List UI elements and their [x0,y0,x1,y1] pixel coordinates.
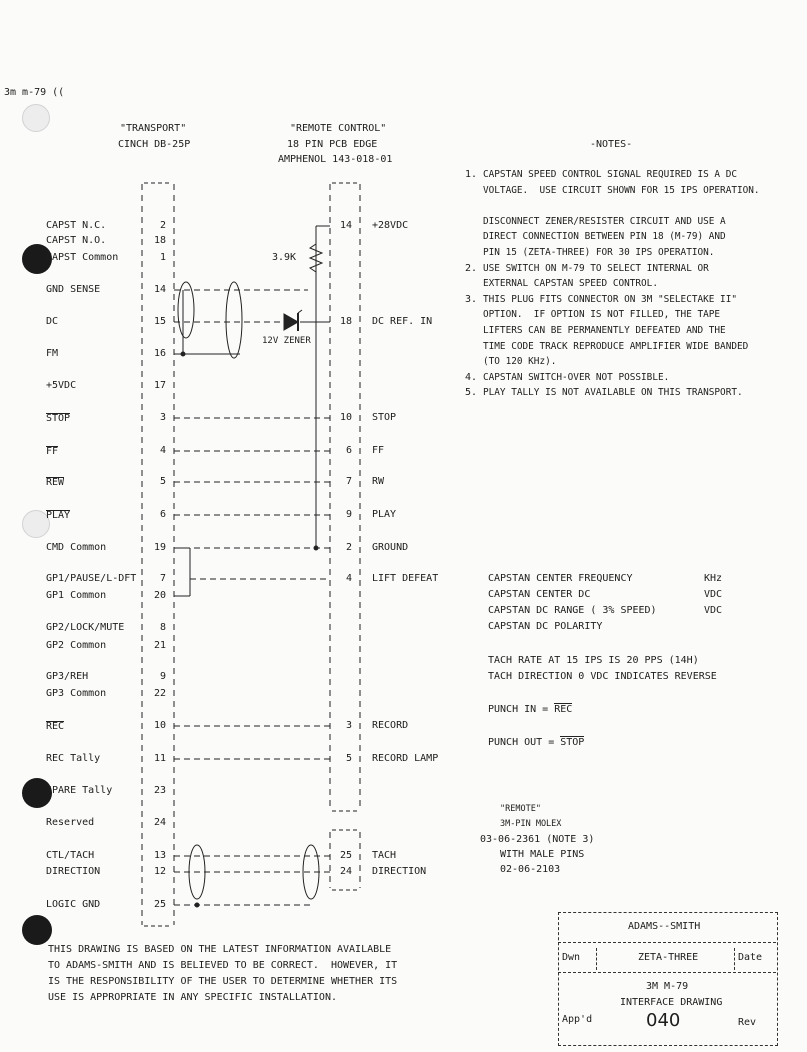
note-line: DISCONNECT ZENER/RESISTER CIRCUIT AND USE A [483,215,726,227]
capstan-param-label: CAPSTAN CENTER DC [488,589,591,600]
notes-title: -NOTES- [590,139,633,150]
capstan-param-unit: KHz [704,573,723,584]
transport-signal-label: CAPST N.O. [46,235,107,246]
note-line: CAPSTAN SPEED CONTROL SIGNAL REQUIRED IS A DC [483,169,737,180]
punch-in-value: REC [554,704,573,715]
remote-pin-number: 25 [339,850,352,861]
resistor [310,238,322,322]
remote-signal-label: FF [372,445,385,456]
note-line: EXTERNAL CAPSTAN SPEED CONTROL. [483,278,658,290]
transport-pin-number: 10 [153,720,166,731]
resistor-label: 3.9K [272,252,297,263]
remote-pin-number: 4 [345,573,352,584]
note-line: USE SWITCH ON M-79 TO SELECT INTERNAL OR [483,262,709,274]
transport-pin-number: 25 [153,899,166,910]
transport-signal-label: LOGIC GND [46,899,101,910]
disclaimer-line: IS THE RESPONSIBILITY OF THE USER TO DETERMINE WHETHER ITS [48,976,398,987]
note-line: PLAY TALLY IS NOT AVAILABLE ON THIS TRANSPORT. [483,387,743,399]
transport-pin-number: 24 [153,817,166,828]
remote-signal-label: GROUND [372,542,409,553]
note-line: (TO 120 KHz). [483,356,557,368]
punch-in-label: PUNCH IN = [488,704,555,715]
transport-signal-label: Reserved [46,817,95,828]
transport-signal-label: REC [46,721,65,732]
note-line: PIN 15 (ZETA-THREE) FOR 30 IPS OPERATION. [483,247,715,258]
date-label: Date [738,952,763,963]
remote-signal-label: RECORD LAMP [372,753,439,764]
transport-pin-number: 2 [159,220,166,231]
transport-pin-number: 18 [153,235,166,246]
transport-signal-label: GP1/PAUSE/L-DFT [46,573,137,584]
note-line: LIFTERS CAN BE PERMANENTLY DEFEATED AND THE [483,325,726,336]
punch-out [488,738,584,748]
tach-rate: TACH RATE AT 15 IPS IS 20 PPS (14H) [488,655,699,666]
transport-pin-number: 11 [153,753,166,764]
remote-signal-label: RW [372,476,385,487]
transport-signal-label: DC [46,316,59,327]
transport-pin-number: 21 [153,640,166,651]
transport-pin-number: 1 [159,252,166,263]
remote-pin-number: 9 [345,509,352,520]
mating-line: WITH MALE PINS [500,849,585,860]
punch-in [488,705,572,715]
note-number: 1. [465,169,478,180]
title-block [558,912,778,1047]
transport-pin-number: 15 [153,316,166,327]
zener-diode [284,310,302,331]
disclaimer-line: THIS DRAWING IS BASED ON THE LATEST INFORMATION AVAILABLE [48,944,392,955]
remote-pin-number: 7 [345,476,352,487]
zener-label: 12V ZENER [262,336,311,346]
junction-dot [314,546,318,550]
dwn-label: Dwn [562,952,581,963]
product-name: ZETA-THREE [638,952,699,963]
transport-signal-label: SPARE Tally [46,785,113,796]
divider [734,948,735,970]
mating-line: 02-06-2103 [500,864,561,875]
transport-signal-label: GP2 Common [46,640,107,651]
note-number: 2. [465,262,478,274]
transport-signal-label: GP2/LOCK/MUTE [46,622,125,633]
remote-pin-number: 14 [339,220,352,231]
remote-pin-number: 3 [345,720,352,731]
junction-dot [195,903,199,907]
disclaimer-line: USE IS APPROPRIATE IN ANY SPECIFIC INSTALLATION. [48,992,337,1003]
remote-pin-number: 2 [345,542,352,553]
note-number: 5. [465,387,478,399]
note-line: THIS PLUG FITS CONNECTOR ON 3M "SELECTAKE II" [483,293,737,305]
remote-signal-label: STOP [372,412,397,423]
transport-pin-number: 12 [153,866,166,877]
transport-pin-number: 19 [153,542,166,553]
remote-connector: 18 PIN PCB EDGE [287,139,378,150]
transport-pin-number: 5 [159,476,166,487]
remote-signal-label: DC REF. IN [372,316,433,327]
rev-label: Rev [738,1017,757,1028]
remote-pin-number: 5 [345,753,352,764]
mating-line: 3M-PIN MOLEX [500,819,562,829]
divider [596,948,597,970]
transport-signal-label: FM [46,348,59,359]
transport-signal-label: GP3 Common [46,688,107,699]
shield-loop [226,282,242,358]
tach-direction: TACH DIRECTION 0 VDC INDICATES REVERSE [488,671,717,682]
note-number: 3. [465,293,478,305]
transport-pin-number: 8 [159,622,166,633]
transport-pin-number: 14 [153,284,166,295]
transport-signal-label: GP3/REH [46,671,89,682]
transport-signal-label: REC Tally [46,753,101,764]
transport-pin-number: 6 [159,509,166,520]
transport-pin-number: 17 [153,380,166,391]
note-number: 4. [465,371,478,383]
transport-signal-label: CMD Common [46,542,107,553]
transport-signal-label: PLAY [46,510,71,521]
transport-title: "TRANSPORT" [120,123,187,134]
remote-pin-number: 24 [339,866,352,877]
transport-signal-label: +5VDC [46,380,77,391]
remote-signal-label: +28VDC [372,220,409,231]
remote-signal-label: LIFT DEFEAT [372,573,439,584]
model-name: 3M M-79 [646,981,689,992]
company-name: ADAMS--SMITH [628,921,701,932]
transport-pin-number: 23 [153,785,166,796]
transport-pin-number: 4 [159,445,166,456]
remote-signal-label: TACH [372,850,397,861]
capstan-param-label: CAPSTAN DC POLARITY [488,621,603,632]
transport-pin-number: 20 [153,590,166,601]
transport-connector: CINCH DB-25P [118,139,191,150]
transport-signal-label: CAPST Common [46,252,119,263]
appd-label: App'd [562,1014,593,1025]
remote-signal-label: PLAY [372,509,397,520]
remote-title: "REMOTE CONTROL" [290,123,387,134]
mating-line: "REMOTE" [500,804,541,814]
mating-line: 03-06-2361 (NOTE 3) [480,834,595,845]
remote-pin-number: 18 [339,316,352,327]
punch-out-value: STOP [560,737,585,748]
note-line: OPTION. IF OPTION IS NOT FILLED, THE TAPE [483,309,721,321]
transport-pin-number: 22 [153,688,166,699]
remote-pin-number: 6 [345,445,352,456]
drawing-title: INTERFACE DRAWING [620,997,723,1008]
transport-pin-number: 13 [153,850,166,861]
note-line: TIME CODE TRACK REPRODUCE AMPLIFIER WIDE BANDED [483,340,749,352]
divider [558,972,776,973]
remote-signal-label: RECORD [372,720,409,731]
note-line: VOLTAGE. USE CIRCUIT SHOWN FOR 15 IPS OPERATION. [483,184,760,196]
capstan-param-label: CAPSTAN CENTER FREQUENCY [488,573,633,584]
punch-out-label: PUNCH OUT = [488,737,561,748]
transport-pin-number: 9 [159,671,166,682]
transport-signal-label: FF [46,446,59,457]
drawing-number: 040 [646,1010,681,1031]
transport-pin-number: 7 [159,573,166,584]
corner-note: 3m m-79 (( [4,87,65,98]
remote-pin-number: 10 [339,412,352,423]
transport-signal-label: CAPST N.C. [46,220,107,231]
remote-part: AMPHENOL 143-018-01 [278,154,393,165]
disclaimer-line: TO ADAMS-SMITH AND IS BELIEVED TO BE CORRECT. HOWEVER, IT [48,960,398,971]
divider [558,942,776,943]
remote-signal-label: DIRECTION [372,866,427,877]
capstan-param-unit: VDC [704,589,723,600]
capstan-param-unit: VDC [704,605,723,616]
transport-signal-label: REW [46,477,65,488]
transport-signal-label: GP1 Common [46,590,107,601]
transport-signal-label: DIRECTION [46,866,101,877]
junction-dot [181,352,185,356]
transport-signal-label: CTL/TACH [46,850,95,861]
note-line: CAPSTAN SWITCH-OVER NOT POSSIBLE. [483,371,670,383]
transport-signal-label: GND SENSE [46,284,101,295]
transport-signal-label: STOP [46,413,71,424]
note-line: DIRECT CONNECTION BETWEEN PIN 18 (M-79) AND [483,231,726,243]
transport-pin-number: 3 [159,412,166,423]
transport-pin-number: 16 [153,348,166,359]
capstan-param-label: CAPSTAN DC RANGE ( 3% SPEED) [488,605,657,616]
